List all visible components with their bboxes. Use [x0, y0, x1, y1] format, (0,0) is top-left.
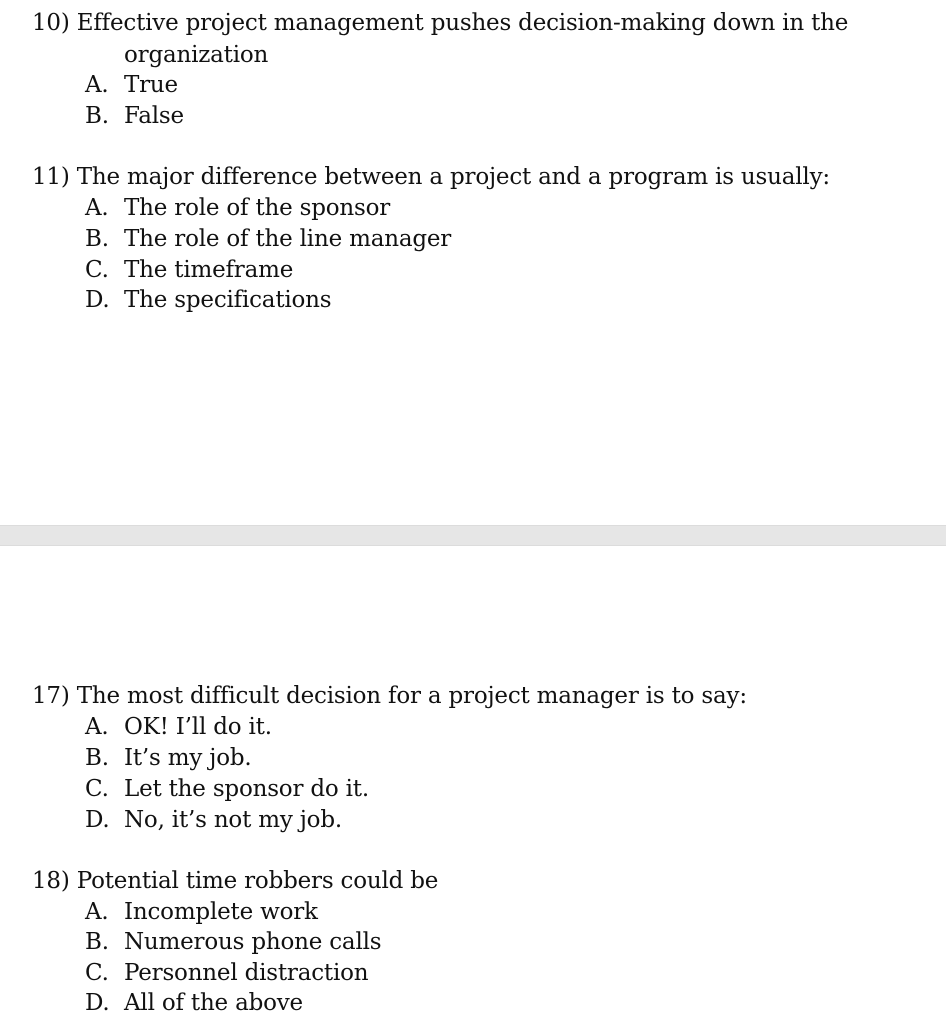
- answer-option: [85, 774, 369, 804]
- question-text-continuation: organization: [124, 42, 269, 68]
- answer-option: [85, 224, 451, 254]
- answer-option: [85, 958, 368, 988]
- option-text: True: [124, 72, 178, 98]
- option-text: Let the sponsor do it.: [124, 776, 369, 802]
- option-text: It’s my job.: [124, 745, 252, 771]
- option-letter: C.: [85, 776, 109, 802]
- answer-option: [85, 193, 390, 223]
- option-letter: B.: [85, 745, 109, 771]
- question-text: The most difficult decision for a project manager is to say:: [76, 683, 747, 709]
- option-letter: A.: [85, 714, 109, 740]
- question-number: 18): [32, 868, 70, 894]
- option-letter: A.: [85, 899, 109, 925]
- question-text-line: [32, 8, 848, 38]
- option-text: The role of the line manager: [124, 226, 452, 252]
- page-divider: [0, 525, 946, 546]
- option-letter: D.: [85, 807, 110, 833]
- answer-option: [85, 988, 303, 1018]
- answer-option: [85, 805, 342, 835]
- question-text: Potential time robbers could be: [76, 868, 439, 894]
- option-text: OK! I’ll do it.: [124, 714, 272, 740]
- option-letter: A.: [85, 72, 109, 98]
- option-text: Personnel distraction: [124, 960, 369, 986]
- question-text-line: [32, 866, 438, 896]
- option-letter: B.: [85, 929, 109, 955]
- question-text: Effective project management pushes decision-making down in the: [76, 10, 849, 36]
- question-number: 17): [32, 683, 70, 709]
- option-letter: B.: [85, 103, 109, 129]
- answer-option: [85, 101, 184, 131]
- option-text: False: [124, 103, 184, 129]
- option-text: The timeframe: [124, 257, 294, 283]
- answer-option: [85, 743, 251, 773]
- question-text-line: [32, 681, 747, 711]
- question-number: 11): [32, 164, 70, 190]
- option-text: The specifications: [124, 287, 332, 313]
- answer-option: [85, 712, 272, 742]
- option-text: The role of the sponsor: [124, 195, 391, 221]
- option-letter: C.: [85, 960, 109, 986]
- answer-option: [85, 927, 381, 957]
- option-text: All of the above: [124, 990, 303, 1016]
- answer-option: [85, 897, 318, 927]
- question-number: 10): [32, 10, 70, 36]
- question-text: The major difference between a project and a program is usually:: [76, 164, 830, 190]
- option-letter: C.: [85, 257, 109, 283]
- option-text: Incomplete work: [124, 899, 318, 925]
- option-letter: D.: [85, 287, 110, 313]
- answer-option: [85, 255, 293, 285]
- answer-option: [85, 70, 178, 100]
- option-text: Numerous phone calls: [124, 929, 382, 955]
- option-letter: B.: [85, 226, 109, 252]
- option-letter: A.: [85, 195, 109, 221]
- option-letter: D.: [85, 990, 110, 1016]
- answer-option: [85, 285, 331, 315]
- option-text: No, it’s not my job.: [124, 807, 342, 833]
- question-text-line: [32, 162, 830, 192]
